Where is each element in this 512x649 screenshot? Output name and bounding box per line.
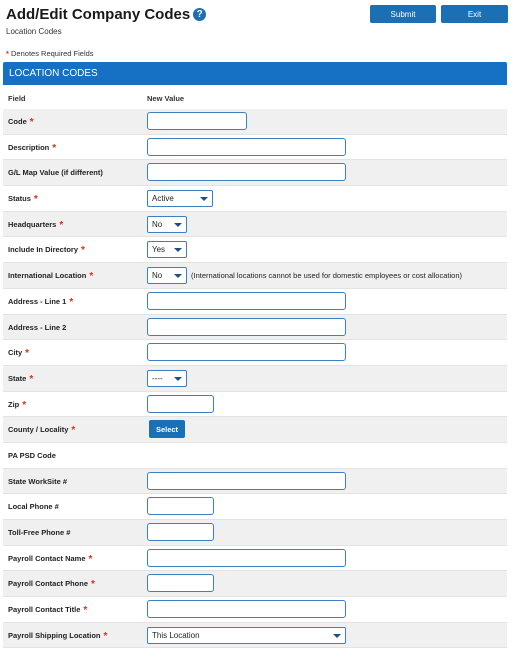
- form-row-state: [3, 366, 507, 392]
- page-title: [6, 6, 206, 23]
- field-label-text: Headquarters: [8, 219, 57, 229]
- state-select[interactable]: [147, 370, 187, 387]
- chevron-down-icon: [174, 223, 182, 227]
- help-icon[interactable]: ?: [193, 8, 206, 21]
- select-value: No: [152, 219, 163, 229]
- select-value: ----: [152, 373, 163, 383]
- field-label: [8, 597, 87, 623]
- form-row-payroll-contact-title: [3, 597, 507, 623]
- code-input[interactable]: [147, 112, 247, 130]
- required-star-icon: *: [22, 399, 27, 411]
- field-label: [8, 263, 93, 289]
- required-star-icon: *: [71, 425, 76, 437]
- chevron-down-icon: [333, 634, 341, 638]
- required-star-icon: *: [29, 373, 34, 385]
- field-label: [8, 315, 66, 340]
- section-header: LOCATION CODES: [3, 62, 507, 85]
- select-county-button[interactable]: Select: [149, 420, 185, 438]
- field-label: [8, 417, 75, 443]
- field-label-text: Address - Line 2: [8, 322, 67, 332]
- field-label-text: Payroll Contact Phone: [8, 579, 89, 589]
- field-label: [8, 392, 26, 418]
- required-star-icon: *: [33, 194, 38, 206]
- select-value: Active: [152, 194, 174, 204]
- required-star-icon: *: [89, 271, 94, 283]
- required-star-icon: *: [52, 142, 57, 154]
- field-label-text: Code: [8, 117, 27, 126]
- field-label-text: International Location: [8, 271, 87, 281]
- required-fields-note: [6, 49, 94, 58]
- field-label: [8, 237, 85, 263]
- field-label: [8, 289, 73, 315]
- required-star-icon: *: [29, 117, 34, 128]
- description-input[interactable]: [147, 138, 346, 156]
- form-row-status: [3, 186, 507, 212]
- field-label: [8, 212, 63, 238]
- select-value: No: [152, 271, 163, 281]
- field-label: [8, 623, 107, 649]
- form-row-local-phone: [3, 494, 507, 520]
- form-row-pa-psd-code: [3, 443, 507, 469]
- local-phone-input[interactable]: [147, 497, 214, 515]
- field-label-text: G/L Map Value (if different): [8, 168, 103, 178]
- field-label: [8, 186, 38, 212]
- international-location-select[interactable]: [147, 267, 187, 284]
- zip-input[interactable]: [147, 395, 214, 413]
- state-worksite-input[interactable]: [147, 472, 346, 490]
- chevron-down-icon: [200, 197, 208, 201]
- form-row-description: [3, 135, 507, 161]
- chevron-down-icon: [174, 248, 182, 252]
- required-star-icon: *: [6, 49, 9, 58]
- form-row-code: [3, 109, 507, 135]
- required-star-icon: *: [69, 296, 74, 308]
- field-label: [8, 109, 34, 135]
- address-line-1-input[interactable]: [147, 292, 346, 310]
- submit-button[interactable]: Submit: [370, 5, 436, 23]
- form-row-toll-free-phone: [3, 520, 507, 546]
- include-in-directory-select[interactable]: [147, 241, 187, 258]
- field-note: (International locations cannot be used for domestic employees or cost allocation): [191, 271, 462, 281]
- form-row-international-location: [3, 263, 507, 289]
- field-label: [8, 571, 95, 597]
- field-label-text: State WorkSite #: [8, 476, 68, 486]
- field-label: [8, 160, 103, 185]
- required-star-icon: *: [103, 630, 108, 642]
- form-row-payroll-shipping-location: [3, 623, 507, 649]
- toll-free-phone-input[interactable]: [147, 523, 214, 541]
- required-note-text: Denotes Required Fields: [11, 49, 94, 58]
- city-input[interactable]: [147, 343, 346, 361]
- field-label-text: Payroll Contact Name: [8, 553, 86, 563]
- field-label-text: PA PSD Code: [8, 450, 56, 460]
- field-label-text: Zip: [8, 399, 20, 409]
- page-title-text: Add/Edit Company Codes: [6, 6, 191, 23]
- column-header-field: Field: [8, 94, 26, 103]
- field-label: [8, 443, 56, 468]
- required-star-icon: *: [91, 579, 95, 591]
- address-line-2-input[interactable]: [147, 318, 346, 336]
- required-star-icon: *: [59, 219, 64, 231]
- field-label-text: Payroll Contact Title: [8, 605, 81, 615]
- payroll-contact-phone-input[interactable]: [147, 574, 214, 592]
- required-star-icon: *: [88, 553, 93, 565]
- chevron-down-icon: [174, 274, 182, 278]
- field-label-text: Local Phone #: [8, 502, 59, 512]
- payroll-contact-title-input[interactable]: [147, 600, 346, 618]
- form-row-city: [3, 340, 507, 366]
- form-row-include-in-directory: [3, 237, 507, 263]
- select-value: Yes: [152, 245, 166, 255]
- payroll-shipping-location-select[interactable]: [147, 627, 346, 644]
- form-row-county-locality: [3, 417, 507, 443]
- field-label: [8, 135, 56, 161]
- field-label-text: Status: [8, 194, 31, 204]
- field-label-text: State: [8, 373, 27, 383]
- headquarters-select[interactable]: [147, 216, 187, 233]
- form-row-address-line-2: [3, 315, 507, 341]
- field-label-text: County / Locality: [8, 425, 69, 435]
- form-row-zip: [3, 392, 507, 418]
- column-header-new-value: New Value: [147, 94, 185, 103]
- field-label-text: Payroll Shipping Location: [8, 630, 101, 640]
- payroll-contact-name-input[interactable]: [147, 549, 346, 567]
- form-row-payroll-contact-phone: [3, 571, 507, 597]
- chevron-down-icon: [174, 377, 182, 381]
- form-row-headquarters: [3, 212, 507, 238]
- form-row-payroll-contact-name: [3, 546, 507, 572]
- field-label: [8, 520, 70, 545]
- field-label: [8, 469, 67, 494]
- required-star-icon: *: [25, 348, 30, 360]
- field-label-text: Include In Directory: [8, 245, 79, 255]
- exit-button[interactable]: Exit: [441, 5, 508, 23]
- field-label-text: City: [8, 348, 23, 358]
- field-label: [8, 366, 33, 392]
- required-star-icon: *: [83, 605, 88, 617]
- form-row-state-worksite: [3, 469, 507, 495]
- field-label-text: Description: [8, 142, 50, 152]
- field-label: [8, 340, 29, 366]
- field-label-text: Toll-Free Phone #: [8, 528, 71, 537]
- form-rows: [3, 109, 507, 648]
- field-label: [8, 546, 92, 572]
- select-value: This Location: [152, 630, 200, 640]
- required-star-icon: *: [81, 245, 85, 257]
- page-subtitle: Location Codes: [6, 27, 62, 36]
- field-label: [8, 494, 59, 519]
- field-label-text: Address - Line 1: [8, 296, 67, 306]
- form-row-address-line-1: [3, 289, 507, 315]
- g-l-map-value-if-different-input[interactable]: [147, 163, 346, 181]
- form-row-g-l-map-value-if-different: [3, 160, 507, 186]
- status-select[interactable]: [147, 190, 213, 207]
